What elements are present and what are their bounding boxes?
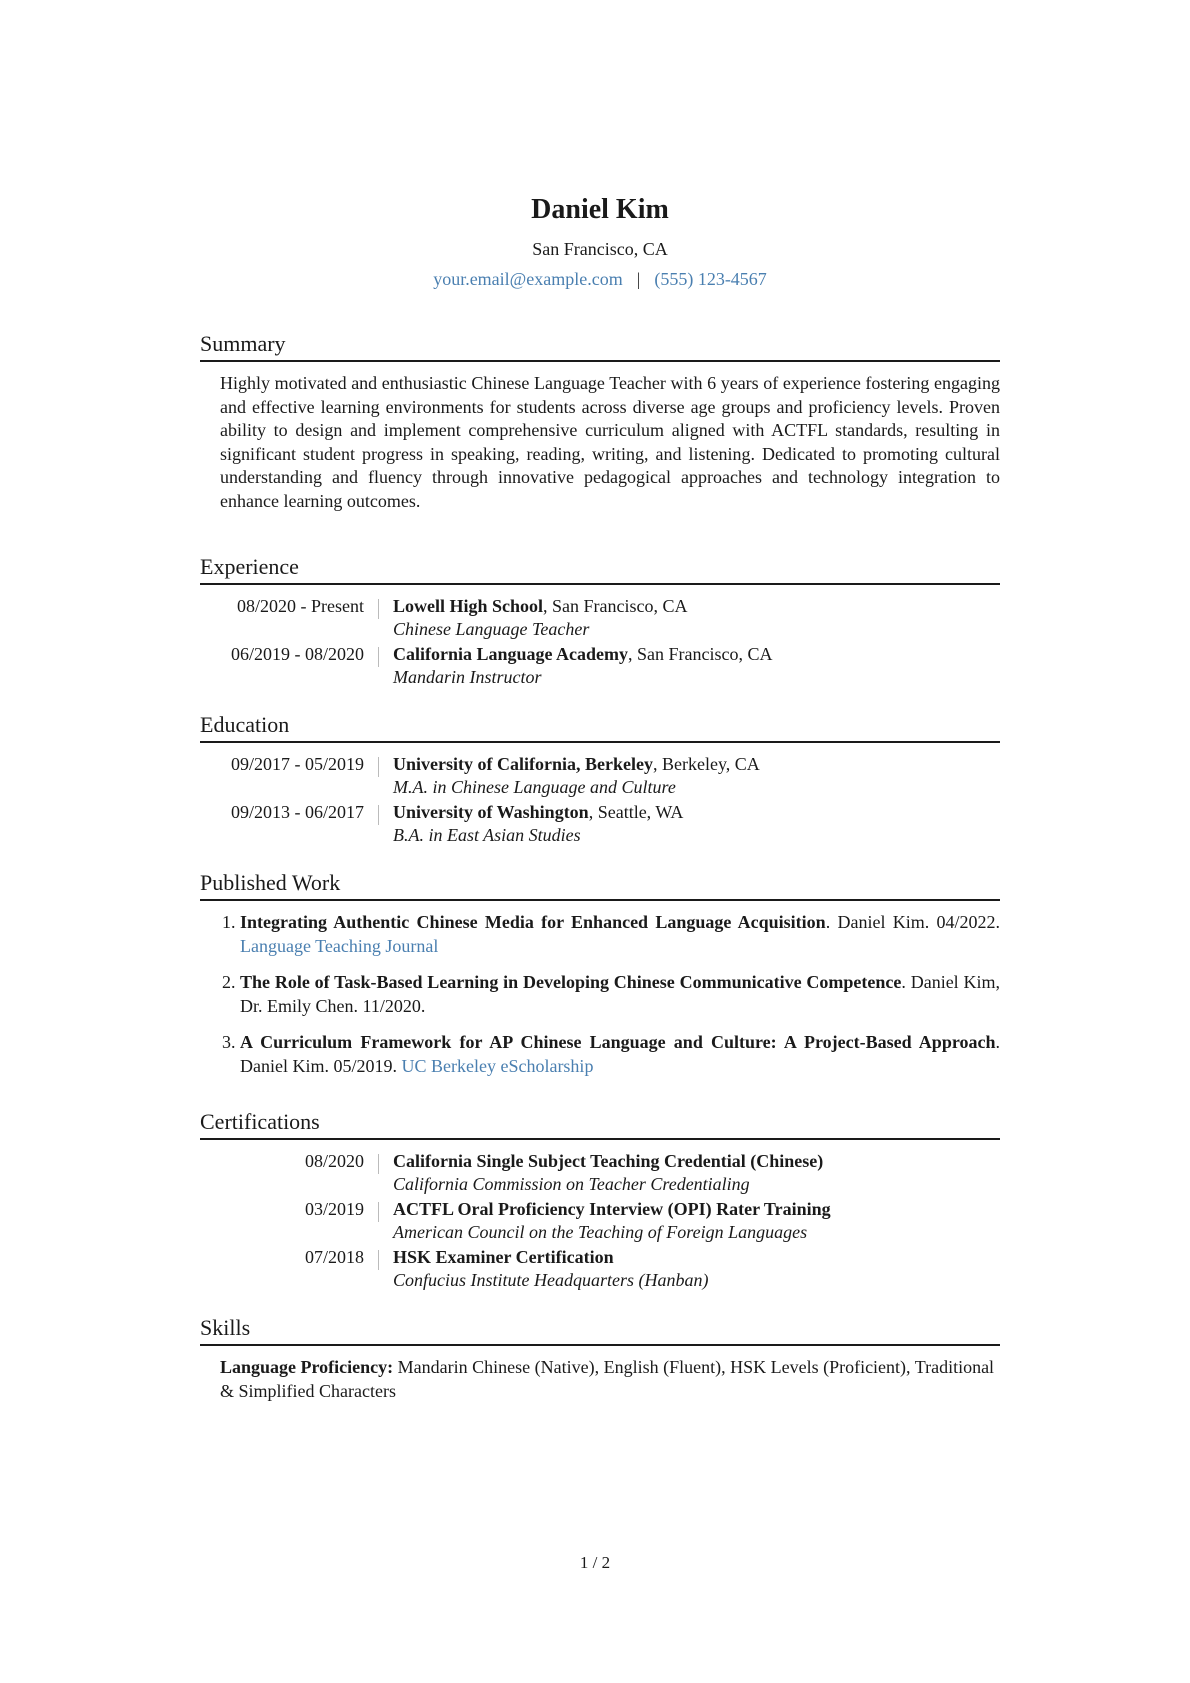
education-entry <box>200 801 1000 847</box>
certifications-section <box>200 1108 1000 1292</box>
resume-page <box>200 0 1000 1403</box>
experience-entry <box>200 595 1000 641</box>
entry-location: , San Francisco, CA <box>628 644 773 664</box>
entry-divider <box>378 805 379 825</box>
summary-text: Highly motivated and enthusiastic Chinese Language Teacher with 6 years of experience fostering engaging and effective learning environments for students across diverse age groups and proficiency levels. Proven ability to design and implement comprehensive curriculum aligned with ACTFL standards, resulting in significant student progress in speaking, reading, writing, and listening. Dedicated to promoting cultural understanding and fluency through innovative pedagogical approaches and technology integration to enhance learning outcomes. <box>220 373 1000 511</box>
section-title-skills: Skills <box>200 1314 1000 1346</box>
skills-section <box>200 1314 1000 1403</box>
section-title-education: Education <box>200 711 1000 743</box>
publication-details: . Daniel Kim, Dr. Emily Chen. 11/2020. <box>240 972 1001 1016</box>
entry-divider <box>378 599 379 619</box>
entry-date: 08/2020 <box>304 1151 364 1171</box>
entry-organization: Lowell High School <box>393 596 544 616</box>
entry-body <box>393 753 1000 799</box>
publications-section <box>200 869 1000 1078</box>
entry-heading <box>393 643 1000 666</box>
section-title-experience: Experience <box>200 553 1000 585</box>
entry-location: , Berkeley, CA <box>652 754 760 774</box>
entry-role: Confucius Institute Headquarters (Hanban) <box>393 1270 709 1290</box>
contact-line <box>200 266 1000 292</box>
entry-heading <box>393 1150 1000 1173</box>
skills-label: Language Proficiency: <box>220 1357 394 1377</box>
entry-role: M.A. in Chinese Language and Culture <box>393 777 676 797</box>
skills-text <box>220 1356 1000 1403</box>
experience-section <box>200 553 1000 689</box>
entry-body <box>393 1198 1000 1244</box>
entry-organization: HSK Examiner Certification <box>393 1247 614 1267</box>
entry-location: , San Francisco, CA <box>543 596 688 616</box>
publication-title: Integrating Authentic Chinese Media for Enhanced Language Acquisition <box>240 912 826 932</box>
publication-item <box>240 1031 1000 1078</box>
resume-header <box>200 192 1000 292</box>
phone-link[interactable]: (555) 123-4567 <box>654 269 767 289</box>
entry-divider <box>378 757 379 777</box>
skills-value: Mandarin Chinese (Native), English (Fluent), HSK Levels (Proficient), Traditional & Simplified Characters <box>220 1357 995 1401</box>
publication-details: . Daniel Kim. 05/2019. <box>240 1032 1000 1076</box>
entry-organization: California Single Subject Teaching Credential (Chinese) <box>393 1151 824 1171</box>
entry-date: 09/2013 - 06/2017 <box>231 802 364 822</box>
entry-location: , Seattle, WA <box>588 802 684 822</box>
education-entry <box>200 753 1000 799</box>
certifications-entry <box>200 1198 1000 1244</box>
entry-role: Mandarin Instructor <box>393 667 542 687</box>
publication-title: A Curriculum Framework for AP Chinese Language and Culture: A Project-Based Approach <box>240 1032 996 1052</box>
page-number: 1 / 2 <box>579 1553 611 1572</box>
section-title-publications: Published Work <box>200 869 1000 901</box>
entry-role: American Council on the Teaching of Foreign Languages <box>393 1222 808 1242</box>
entry-body <box>393 1150 1000 1196</box>
section-title-certifications: Certifications <box>200 1108 1000 1140</box>
section-title-summary: Summary <box>200 330 1000 362</box>
certification-list <box>200 1150 1000 1292</box>
contact-separator: | <box>636 269 641 289</box>
education-section <box>200 711 1000 847</box>
experience-list <box>200 595 1000 689</box>
summary-section <box>200 330 1000 513</box>
entry-date: 07/2018 <box>304 1247 364 1267</box>
entry-organization: University of Washington <box>393 802 589 822</box>
entry-heading <box>393 801 1000 824</box>
entry-heading <box>393 1198 1000 1221</box>
entry-divider <box>378 1202 379 1222</box>
entry-divider <box>378 647 379 667</box>
entry-role: B.A. in East Asian Studies <box>393 825 581 845</box>
candidate-location: San Francisco, CA <box>532 239 668 259</box>
entry-date: 03/2019 <box>304 1199 364 1219</box>
entry-date: 09/2017 - 05/2019 <box>231 754 364 774</box>
publication-list <box>200 911 1000 1078</box>
education-list <box>200 753 1000 847</box>
entry-role: California Commission on Teacher Credentialing <box>393 1174 750 1194</box>
publication-link[interactable]: Language Teaching Journal <box>240 935 439 956</box>
experience-entry <box>200 643 1000 689</box>
publication-details: . Daniel Kim. 04/2022. <box>825 912 1001 932</box>
publication-title: The Role of Task-Based Learning in Developing Chinese Communicative Competence <box>240 972 902 992</box>
entry-heading <box>393 1246 1000 1269</box>
publication-item <box>240 971 1000 1018</box>
publication-item <box>240 911 1000 958</box>
entry-heading <box>393 753 1000 776</box>
entry-divider <box>378 1154 379 1174</box>
entry-organization: ACTFL Oral Proficiency Interview (OPI) Rater Training <box>393 1199 831 1219</box>
entry-heading <box>393 595 1000 618</box>
entry-body <box>393 801 1000 847</box>
candidate-name: Daniel Kim <box>531 194 669 225</box>
entry-body <box>393 1246 1000 1292</box>
entry-body <box>393 595 1000 641</box>
email-link[interactable]: your.email@example.com <box>433 269 623 289</box>
entry-date: 08/2020 - Present <box>237 596 364 616</box>
publication-link[interactable]: UC Berkeley eScholarship <box>401 1055 594 1076</box>
entry-divider <box>378 1250 379 1270</box>
certifications-entry <box>200 1246 1000 1292</box>
entry-role: Chinese Language Teacher <box>393 619 590 639</box>
entry-body <box>393 643 1000 689</box>
entry-organization: University of California, Berkeley <box>393 754 653 774</box>
entry-date: 06/2019 - 08/2020 <box>231 644 364 664</box>
certifications-entry <box>200 1150 1000 1196</box>
entry-organization: California Language Academy <box>393 644 629 664</box>
